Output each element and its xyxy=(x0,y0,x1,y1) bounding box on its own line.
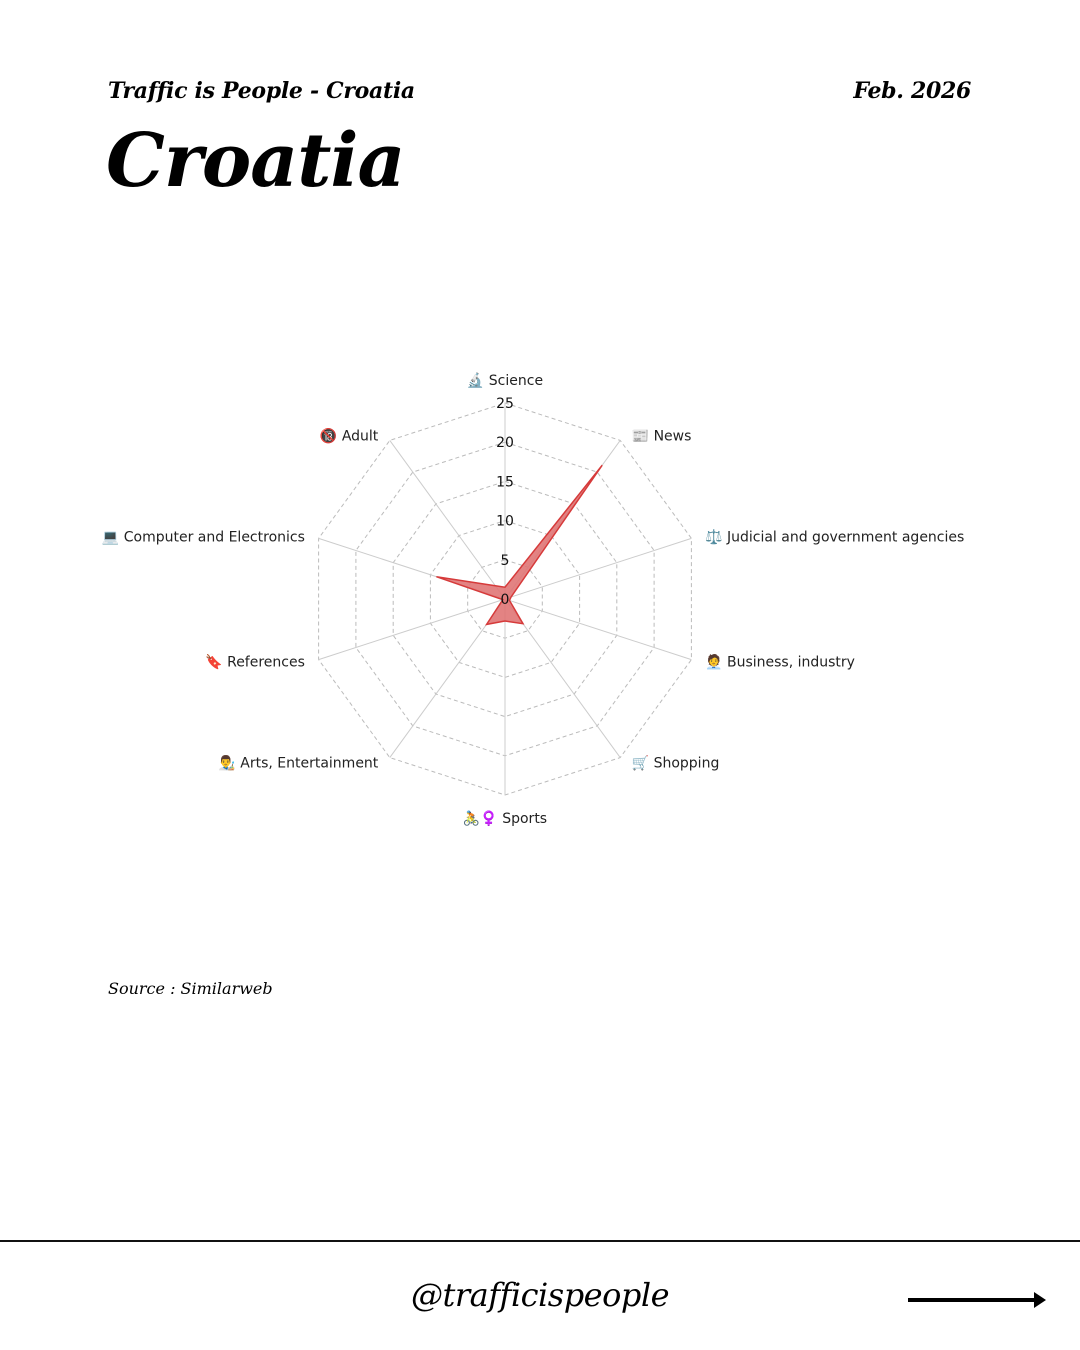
radar-series xyxy=(436,465,602,624)
bookmark-book-icon: 🔖 xyxy=(205,654,228,671)
footer-divider xyxy=(0,1240,1080,1242)
shopping-cart-icon: 🛒 xyxy=(631,755,654,772)
artist-icon: 👨‍🎨 xyxy=(218,755,241,772)
radar-axis-labels xyxy=(102,371,964,827)
axis-label-text: Adult xyxy=(341,428,379,445)
axis-label-text: Arts, Entertainment xyxy=(240,755,379,772)
tick-label: 0 xyxy=(500,592,510,608)
microscope-icon: 🔬 xyxy=(466,373,489,389)
axis-label-text: Shopping xyxy=(653,755,720,772)
axis-label-text: Business, industry xyxy=(726,654,855,671)
office-worker-icon: 🧑‍💼 xyxy=(705,654,727,671)
axis-label-text: News xyxy=(653,428,692,445)
axis-label-text: Judicial and government agencies xyxy=(726,529,965,546)
arrow-right-icon[interactable] xyxy=(908,1289,1048,1311)
page-subtitle: Traffic is People - Croatia xyxy=(108,78,415,104)
page-title: Croatia xyxy=(106,118,405,204)
grid-spoke xyxy=(505,599,691,660)
series-area xyxy=(436,465,602,624)
axis-label-shopping xyxy=(632,754,720,771)
grid-spoke xyxy=(390,440,505,599)
grid-spoke xyxy=(505,538,691,599)
axis-label-computer-and-electronics xyxy=(102,530,305,546)
scales-icon: ⚖️ xyxy=(705,529,727,546)
source-note: Source : Similarweb xyxy=(108,979,273,998)
tick-label: 20 xyxy=(496,435,514,452)
tick-label: 5 xyxy=(500,552,510,569)
newspaper-icon: 📰 xyxy=(631,428,654,445)
no-under-18-icon: 🔞 xyxy=(319,428,342,445)
tick-label: 25 xyxy=(496,396,514,412)
axis-label-business-industry xyxy=(705,652,855,670)
report-date: Feb. 2026 xyxy=(853,78,971,104)
social-handle: @trafficispeople xyxy=(410,1276,670,1314)
grid-spoke xyxy=(319,599,505,660)
axis-label-adult xyxy=(320,428,379,445)
axis-label-text: Science xyxy=(488,373,544,389)
axis-label-text: Sports xyxy=(502,811,548,827)
axis-label-references xyxy=(205,653,305,670)
axis-label-science xyxy=(467,371,543,389)
axis-label-news xyxy=(632,429,692,445)
tick-label: 15 xyxy=(496,474,514,491)
tick-label: 10 xyxy=(496,513,514,530)
axis-label-arts-entertainment xyxy=(218,754,378,771)
laptop-icon: 💻 xyxy=(101,529,124,546)
cyclist-female-icon: 🚴♀️ xyxy=(462,811,503,827)
axis-label-text: References xyxy=(227,654,305,671)
axis-label-judicial-and-government-agencies xyxy=(705,529,964,546)
axis-label-sports xyxy=(463,810,547,827)
axis-label-text: Computer and Electronics xyxy=(123,529,305,546)
